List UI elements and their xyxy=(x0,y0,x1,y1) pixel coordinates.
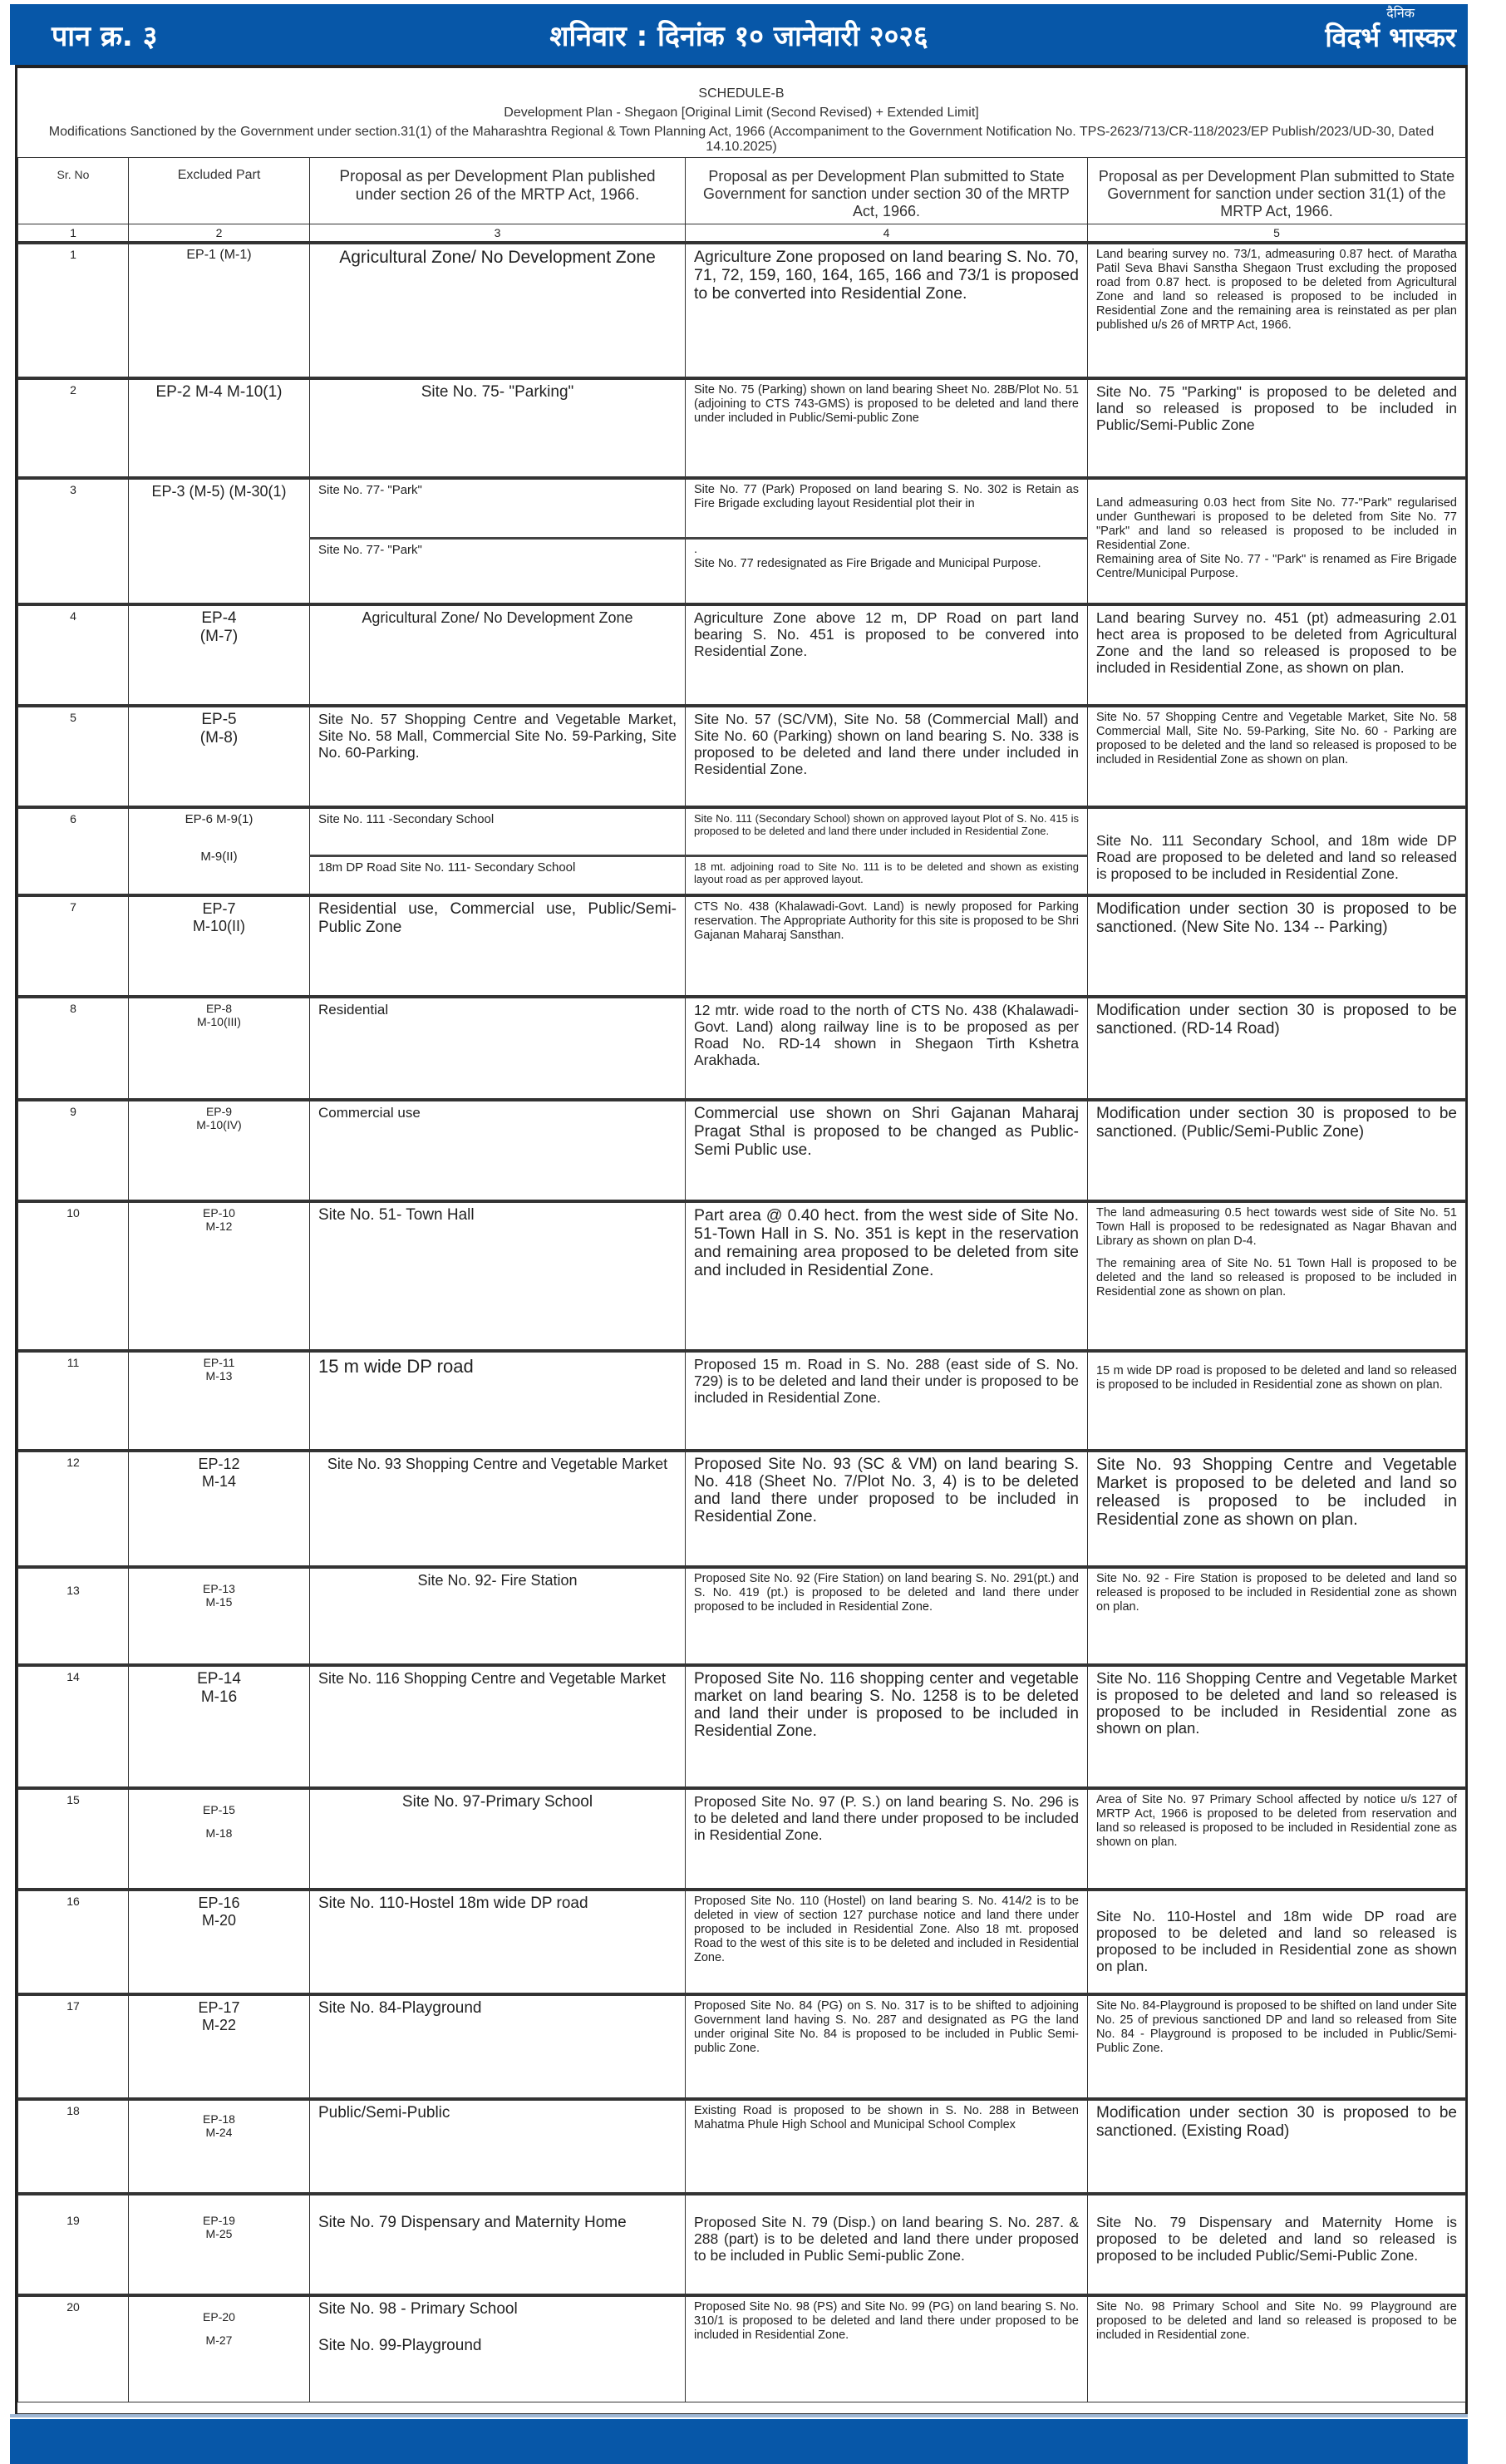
proposal-sec30: Proposed Site No. 98 (PS) and Site No. 99 (PG) on land bearing S. No. 310/1 is proposed to be deleted and land there under proposed to be included in Residential Zone. xyxy=(686,2295,1088,2402)
excluded-part xyxy=(129,1451,310,1567)
sr-no: 3 xyxy=(18,478,129,604)
proposal-sec31: Modification under section 30 is proposed to be sanctioned. (RD-14 Road) xyxy=(1088,997,1466,1100)
m-code: M-13 xyxy=(205,1369,233,1382)
table-row xyxy=(18,2099,1466,2194)
table-row xyxy=(18,378,1466,478)
footer-bar xyxy=(10,2419,1468,2464)
ep-code: EP-17 xyxy=(198,1999,240,2016)
proposal-sec30-a: Site No. 111 (Secondary School) shown on approved layout Plot of S. No. 415 is proposed to be deleted and land there under included in Residential Zone. xyxy=(686,807,1088,855)
issue-date: शनिवार : दिनांक १० जानेवारी २०२६ xyxy=(549,20,928,53)
sr-no: 2 xyxy=(18,378,129,478)
footer-divider xyxy=(10,2414,1468,2417)
schedule-table xyxy=(17,157,1466,2402)
proposal-sec31 xyxy=(1088,478,1466,604)
proposal-sec30: Proposed Site No. 97 (P. S.) on land bearing S. No. 296 is to be deleted and land there under proposed to be included in Residential Zone. xyxy=(686,1788,1088,1890)
table-row xyxy=(18,478,1466,538)
sr-no: 12 xyxy=(18,1451,129,1567)
proposal-sec30: Proposed Site No. 110 (Hostel) on land bearing S. No. 414/2 is to be deleted in view of section 127 purchase notice and land there under proposed to be included in Residential Zone. Also 18 mt. proposed Road to the west of this site is to be deleted and included in Residential Zone. xyxy=(686,1890,1088,1994)
m-code: M-27 xyxy=(205,2333,233,2347)
proposal-sec26-a: Site No. 111 -Secondary School xyxy=(310,807,686,855)
header-sr-no: Sr. No xyxy=(18,158,129,224)
excluded-part xyxy=(129,1201,310,1351)
ep-code: EP-15 xyxy=(203,1803,235,1816)
proposal-sec31: Site No. 111 Secondary School, and 18m wide DP Road are proposed to be deleted and land so released is proposed to be included in Residential Zone. xyxy=(1088,807,1466,895)
proposal-sec31: Site No. 75 "Parking" is proposed to be deleted and land so released is proposed to be included in Public/Semi-Public Zone xyxy=(1088,378,1466,478)
excluded-part xyxy=(129,1788,310,1890)
proposal-sec30: Agriculture Zone proposed on land bearing S. No. 70, 71, 72, 159, 160, 164, 165, 166 and 73/1 is proposed to be converted into Residential Zone. xyxy=(686,243,1088,378)
proposal-sec30: 12 mtr. wide road to the north of CTS No. 438 (Khalawadi-Govt. Land) along railway line is to be proposed as per Road No. RD-14 shown in Shegaon Tirth Kshetra Arakhada. xyxy=(686,997,1088,1100)
proposal-sec31: Site No. 92 - Fire Station is proposed to be deleted and land so released is proposed to be included in Residential zone as shown on plan. xyxy=(1088,1567,1466,1665)
m-code: M-16 xyxy=(200,1688,238,1706)
sr-no: 17 xyxy=(18,1994,129,2099)
header-section-31: Proposal as per Development Plan submitted to State Government for sanction under section 31(1) of the MRTP Act, 1966. xyxy=(1088,158,1466,224)
header-excluded-part: Excluded Part xyxy=(129,158,310,224)
proposal-sec26: Residential xyxy=(310,997,686,1100)
proposal-sec26-a: Site No. 98 - Primary School xyxy=(318,2300,518,2318)
sr-no: 7 xyxy=(18,895,129,997)
proposal-sec30-b xyxy=(686,538,1088,604)
m-code: M-15 xyxy=(205,1595,233,1609)
table-row xyxy=(18,997,1466,1100)
m-code: M-18 xyxy=(205,1826,233,1840)
proposal-sec31: Site No. 57 Shopping Centre and Vegetable Market, Site No. 58 Commercial Mall, Site No. 59-Parking, Site No. 60 - Parking are proposed to be deleted and the land so released is proposed to be included in Residential Zone as shown on plan. xyxy=(1088,706,1466,807)
proposal-sec31 xyxy=(1088,1201,1466,1351)
proposal-sec26: Agricultural Zone/ No Development Zone xyxy=(310,604,686,706)
modifications-text: Modifications Sanctioned by the Government under section.31(1) of the Maharashtra Regional & Town Planning Act, 1966 (Accompaniment to the Government Notification No. TPS-2623/713/CR-118/2023/EP Publish/2023/UD-30, Dated 14.10.2025) xyxy=(48,125,1435,154)
sr-no: 18 xyxy=(18,2099,129,2194)
notice-frame xyxy=(15,65,1468,2416)
proposal-sec26: Site No. 57 Shopping Centre and Vegetable Market, Site No. 58 Mall, Commercial Site No. 59-Parking, Site No. 60-Parking. xyxy=(310,706,686,807)
excluded-part xyxy=(129,895,310,997)
proposal-sec31: Site No. 98 Primary School and Site No. 99 Playground are proposed to be deleted and land so released is proposed to be included in Residential zone. xyxy=(1088,2295,1466,2402)
excluded-part xyxy=(129,2099,310,2194)
excluded-part xyxy=(129,807,310,895)
excluded-part xyxy=(129,1567,310,1665)
proposal-sec31-b: The remaining area of Site No. 51 Town Hall is proposed to be deleted and the land so released is proposed to be included in Residential zone as shown on plan. xyxy=(1096,1257,1457,1299)
excluded-part: EP-1 (M-1) xyxy=(129,243,310,378)
proposal-sec26: Agricultural Zone/ No Development Zone xyxy=(310,243,686,378)
sr-no: 8 xyxy=(18,997,129,1100)
ep-code: EP-5 xyxy=(201,711,237,728)
proposal-sec26-b: Site No. 77- "Park" xyxy=(310,538,686,604)
notice-intro xyxy=(17,68,1465,160)
ep-code: EP-7 xyxy=(202,900,236,917)
proposal-sec31-a: The land admeasuring 0.5 hect towards west side of Site No. 51 Town Hall is proposed to be redesignated as Nagar Bhavan and Library as shown on plan D-4. xyxy=(1096,1206,1457,1248)
schedule-title: SCHEDULE-B xyxy=(698,86,785,101)
ep-code: EP-18 xyxy=(203,2112,235,2126)
proposal-sec31: Area of Site No. 97 Primary School affected by notice u/s 127 of MRTP Act, 1966 is proposed to be deleted from reservation and land so released is proposed to be included in Residential zone as shown on plan. xyxy=(1088,1788,1466,1890)
m-code: (M-7) xyxy=(199,628,239,645)
m-code: M-25 xyxy=(205,2227,233,2240)
ep-code: EP-14 xyxy=(197,1670,241,1688)
excluded-part: EP-2 M-4 M-10(1) xyxy=(129,378,310,478)
proposal-sec26: Site No. 92- Fire Station xyxy=(310,1567,686,1665)
ep-code: EP-20 xyxy=(203,2310,235,2324)
ep-code: EP-16 xyxy=(198,1895,240,1911)
m-code: M-9(II) xyxy=(200,850,238,864)
table-row xyxy=(18,1788,1466,1890)
table-row xyxy=(18,895,1466,997)
proposal-sec26: Residential use, Commercial use, Public/Semi-Public Zone xyxy=(310,895,686,997)
m-code: M-24 xyxy=(205,2126,233,2139)
newspaper-logo xyxy=(1325,6,1456,54)
proposal-sec26-b: 18m DP Road Site No. 111- Secondary School xyxy=(310,855,686,895)
proposal-sec30: Part area @ 0.40 hect. from the west side of Site No. 51-Town Hall in S. No. 351 is kept in the reservation and remaining area proposed to be deleted from site and included in Residential Zone. xyxy=(686,1201,1088,1351)
proposal-sec31: Land bearing survey no. 73/1, admeasuring 0.87 hect. of Maratha Patil Seva Bhavi Sanstha Shegaon Trust excluding the proposed road from 0.87 hect. is proposed to be deleted from Agricultural Zone and land so released is proposed to be included in Residential Zone and the remaining area is reinstated as per plan published u/s 26 of MRTP Act, 1966. xyxy=(1088,243,1466,378)
sr-no: 1 xyxy=(18,243,129,378)
table-row xyxy=(18,243,1466,378)
sr-no: 6 xyxy=(18,807,129,895)
masthead-bar xyxy=(10,4,1468,65)
proposal-sec26 xyxy=(310,2295,686,2402)
sr-no: 11 xyxy=(18,1351,129,1451)
proposal-sec30: Agriculture Zone above 12 m, DP Road on part land bearing S. No. 451 is proposed to be convered into Residential Zone. xyxy=(686,604,1088,706)
proposal-sec30-b-text: Site No. 77 redesignated as Fire Brigade and Municipal Purpose. xyxy=(694,556,1041,570)
table-row xyxy=(18,1994,1466,2099)
proposal-sec31: 15 m wide DP road is proposed to be deleted and land so released is proposed to be included in Residential zone as shown on plan. xyxy=(1088,1351,1466,1451)
m-code: M-20 xyxy=(201,1912,236,1929)
table-row xyxy=(18,807,1466,855)
excluded-part xyxy=(129,1890,310,1994)
table-row xyxy=(18,2295,1466,2402)
proposal-sec31: Modification under section 30 is proposed to be sanctioned. (Public/Semi-Public Zone) xyxy=(1088,1100,1466,1201)
proposal-sec26: 15 m wide DP road xyxy=(310,1351,686,1451)
ep-code: EP-13 xyxy=(203,1582,235,1595)
table-row xyxy=(18,2194,1466,2295)
proposal-sec30-a: Site No. 77 (Park) Proposed on land bearing S. No. 302 is Retain as Fire Brigade excluding layout Residential plot their in xyxy=(686,478,1088,538)
proposal-sec26: Site No. 93 Shopping Centre and Vegetable Market xyxy=(310,1451,686,1567)
proposal-sec31: Modification under section 30 is proposed to be sanctioned. (New Site No. 134 -- Parking) xyxy=(1088,895,1466,997)
excluded-part xyxy=(129,997,310,1100)
proposal-sec26: Site No. 51- Town Hall xyxy=(310,1201,686,1351)
ep-code: EP-4 xyxy=(201,609,237,627)
table-row xyxy=(18,1201,1466,1351)
proposal-sec30: Proposed Site No. 92 (Fire Station) on land bearing S. No. 291(pt.) and S. No. 419 (pt.) is proposed to be deleted and land there under proposed to be included in Residential Zone. xyxy=(686,1567,1088,1665)
m-code: M-10(II) xyxy=(193,918,245,934)
table-row xyxy=(18,1567,1466,1665)
m-code: (M-8) xyxy=(199,729,239,747)
proposal-sec31: Site No. 93 Shopping Centre and Vegetable Market is proposed to be deleted and land so released is proposed to be included in Residential zone as shown on plan. xyxy=(1088,1451,1466,1567)
table-row xyxy=(18,604,1466,706)
proposal-sec30-b: 18 mt. adjoining road to Site No. 111 is to be deleted and shown as existing layout road as per approved layout. xyxy=(686,855,1088,895)
table-row xyxy=(18,1890,1466,1994)
page-number: पान क्र. ३ xyxy=(52,20,158,53)
m-code: M-10(IV) xyxy=(196,1118,242,1131)
ep-code: EP-19 xyxy=(203,2214,235,2227)
column-number: 3 xyxy=(310,224,686,244)
sr-no: 15 xyxy=(18,1788,129,1890)
proposal-sec26: Site No. 110-Hostel 18m wide DP road xyxy=(310,1890,686,1994)
sr-no: 13 xyxy=(18,1567,129,1665)
sr-no: 20 xyxy=(18,2295,129,2402)
proposal-sec31-b: Remaining area of Site No. 77 - "Park" is renamed as Fire Brigade Centre/Municipal Purpose. xyxy=(1096,553,1457,580)
proposal-sec26: Site No. 84-Playground xyxy=(310,1994,686,2099)
proposal-sec26: Site No. 97-Primary School xyxy=(310,1788,686,1890)
excluded-part xyxy=(129,2194,310,2295)
m-code: M-10(III) xyxy=(197,1015,241,1028)
table-row xyxy=(18,1351,1466,1451)
column-number: 4 xyxy=(686,224,1088,244)
ep-code: EP-9 xyxy=(205,1105,233,1118)
ep-code: EP-8 xyxy=(205,1002,233,1015)
proposal-sec31: Site No. 84-Playground is proposed to be shifted on land under Site No. 25 of previous sanctioned DP and land so released from Site No. 84 - Playground is proposed to be included in Public/Semi-Public Zone. xyxy=(1088,1994,1466,2099)
proposal-sec30: Existing Road is proposed to be shown in S. No. 288 in Between Mahatma Phule High School and Municipal School Complex xyxy=(686,2099,1088,2194)
proposal-sec31: Site No. 116 Shopping Centre and Vegetable Market is proposed to be deleted and land so released is proposed to be included in Residential zone as shown on plan. xyxy=(1088,1665,1466,1788)
proposal-sec31: Site No. 110-Hostel and 18m wide DP road are proposed to be deleted and land so released is proposed to be included in Residential zone as shown on plan. xyxy=(1088,1890,1466,1994)
column-number: 1 xyxy=(18,224,129,244)
table-row xyxy=(18,1665,1466,1788)
header-row xyxy=(18,158,1466,224)
excluded-part: EP-3 (M-5) (M-30(1) xyxy=(129,478,310,604)
proposal-sec26: Commercial use xyxy=(310,1100,686,1201)
proposal-sec31-a: Land admeasuring 0.03 hect from Site No. 77-"Park" regularised under Gunthewari is proposed to be deleted from Site No. 77 "Park" and land so released is proposed to be included in Residential Zone. xyxy=(1096,496,1457,552)
proposal-sec30: Commercial use shown on Shri Gajanan Maharaj Pragat Sthal is proposed to be changed as Public-Semi Public use. xyxy=(686,1100,1088,1201)
table-row xyxy=(18,1100,1466,1201)
proposal-sec31: Site No. 79 Dispensary and Maternity Home is proposed to be deleted and land so released is proposed to be included Public/Semi-Public Zone. xyxy=(1088,2194,1466,2295)
proposal-sec26: Public/Semi-Public xyxy=(310,2099,686,2194)
column-number: 5 xyxy=(1088,224,1466,244)
ep-code: EP-12 xyxy=(198,1456,240,1472)
plan-title: Development Plan - Shegaon [Original Limit (Second Revised) + Extended Limit] xyxy=(504,106,979,120)
m-code: M-14 xyxy=(201,1473,236,1490)
proposal-sec26: Site No. 79 Dispensary and Maternity Home xyxy=(310,2194,686,2295)
logo-tagline: दैनिक xyxy=(1386,5,1415,21)
proposal-sec26: Site No. 75- "Parking" xyxy=(310,378,686,478)
proposal-sec26: Site No. 116 Shopping Centre and Vegetable Market xyxy=(310,1665,686,1788)
proposal-sec30: Proposed Site No. 116 shopping center and vegetable market on land bearing S. No. 1258 is to be deleted and land their under is proposed to be included in Residential Zone. xyxy=(686,1665,1088,1788)
excluded-part xyxy=(129,706,310,807)
ep-code: EP-11 xyxy=(203,1356,235,1369)
sr-no: 5 xyxy=(18,706,129,807)
ep-code: EP-10 xyxy=(203,1206,235,1220)
table-row xyxy=(18,706,1466,807)
sr-no: 19 xyxy=(18,2194,129,2295)
header-section-30: Proposal as per Development Plan submitted to State Government for sanction under section 30 of the MRTP Act, 1966. xyxy=(686,158,1088,224)
excluded-part xyxy=(129,2295,310,2402)
logo-name: विदर्भ भास्कर xyxy=(1325,22,1456,53)
proposal-sec30: Site No. 57 (SC/VM), Site No. 58 (Commercial Mall) and Site No. 60 (Parking) shown on land bearing S. No. 338 is proposed to be deleted and land there under included in Residential Zone. xyxy=(686,706,1088,807)
proposal-sec31: Land bearing Survey no. 451 (pt) admeasuring 2.01 hect area is proposed to be deleted from Agricultural Zone and the land so released is proposed to be included in Residential Zone, as shown on plan. xyxy=(1088,604,1466,706)
excluded-part xyxy=(129,1665,310,1788)
proposal-sec30: Proposed 15 m. Road in S. No. 288 (east side of S. No. 729) is to be deleted and land their under is proposed to be included in Residential Zone. xyxy=(686,1351,1088,1451)
excluded-part xyxy=(129,1351,310,1451)
proposal-sec26-a: Site No. 77- "Park" xyxy=(310,478,686,538)
excluded-part xyxy=(129,604,310,706)
sr-no: 4 xyxy=(18,604,129,706)
column-number: 2 xyxy=(129,224,310,244)
proposal-sec30: Proposed Site No. 84 (PG) on S. No. 317 is to be shifted to adjoining Government land having S. No. 287 and designated as PG the land under original Site No. 84 is proposed to be included in Public Semi-public Zone. xyxy=(686,1994,1088,2099)
proposal-sec30: Proposed Site No. 93 (SC & VM) on land bearing S. No. 418 (Sheet No. 7/Plot No. 3, 4) is to be deleted and land there under proposed to be included in Residential Zone. xyxy=(686,1451,1088,1567)
sr-no: 10 xyxy=(18,1201,129,1351)
excluded-part xyxy=(129,1994,310,2099)
column-number-row xyxy=(18,224,1466,244)
proposal-sec30: Proposed Site N. 79 (Disp.) on land bearing S. No. 287. & 288 (part) is to be deleted and land there under proposed to be included in Public Semi-public Zone. xyxy=(686,2194,1088,2295)
proposal-sec30: CTS No. 438 (Khalawadi-Govt. Land) is newly proposed for Parking reservation. The Appropriate Authority for this site is proposed to be Shri Gajanan Maharaj Sansthan. xyxy=(686,895,1088,997)
excluded-part xyxy=(129,1100,310,1201)
dot-mark: . xyxy=(694,542,698,556)
proposal-sec30: Site No. 75 (Parking) shown on land bearing Sheet No. 28B/Plot No. 51 (adjoining to CTS 743-GMS) is proposed to be deleted and land there under included in Public/Semi-public Zone xyxy=(686,378,1088,478)
sr-no: 16 xyxy=(18,1890,129,1994)
header-section-26: Proposal as per Development Plan published under section 26 of the MRTP Act, 1966. xyxy=(310,158,686,224)
ep-code: EP-6 M-9(1) xyxy=(185,812,253,826)
sr-no: 9 xyxy=(18,1100,129,1201)
proposal-sec26-b: Site No. 99-Playground xyxy=(318,2337,482,2354)
proposal-sec31: Modification under section 30 is proposed to be sanctioned. (Existing Road) xyxy=(1088,2099,1466,2194)
m-code: M-22 xyxy=(201,2017,236,2033)
sr-no: 14 xyxy=(18,1665,129,1788)
m-code: M-12 xyxy=(205,1220,233,1233)
table-row xyxy=(18,1451,1466,1567)
